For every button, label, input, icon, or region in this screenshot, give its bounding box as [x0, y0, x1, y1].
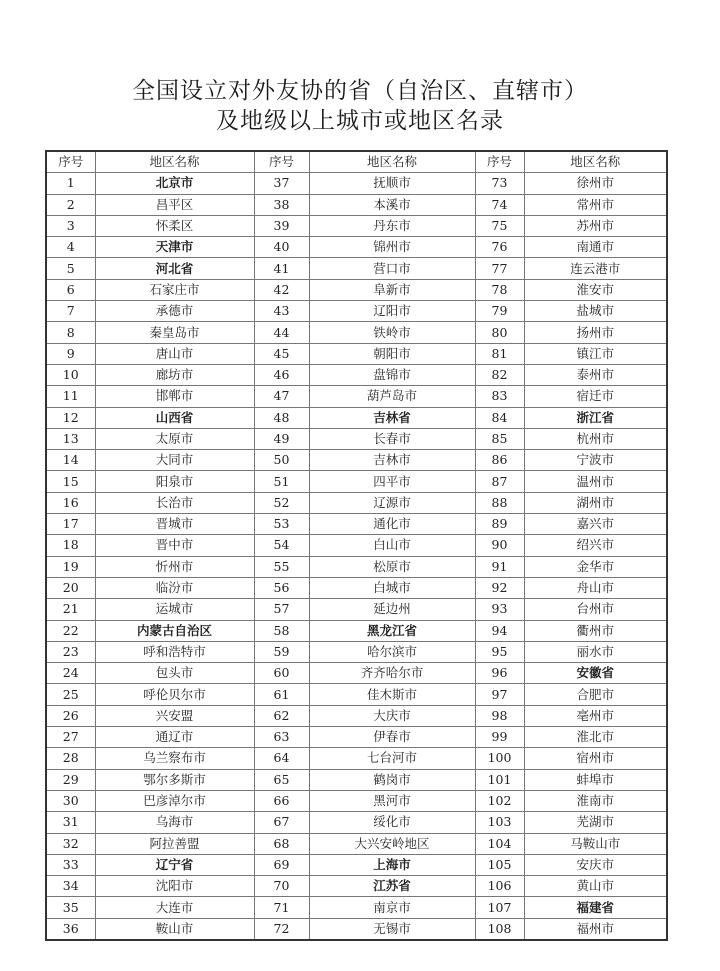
index-cell: 42: [254, 279, 309, 300]
region-name-cell: 蚌埠市: [524, 769, 667, 790]
index-cell: 11: [46, 386, 95, 407]
region-name-cell: 丹东市: [309, 215, 475, 236]
region-name-cell: 朝阳市: [309, 343, 475, 364]
index-cell: 78: [475, 279, 524, 300]
region-name-cell: 扬州市: [524, 322, 667, 343]
index-cell: 10: [46, 364, 95, 385]
region-name-cell: 大同市: [95, 450, 254, 471]
index-cell: 51: [254, 471, 309, 492]
index-cell: 50: [254, 450, 309, 471]
header-index: 序号: [475, 151, 524, 173]
region-name-cell: 盘锦市: [309, 364, 475, 385]
province-name-cell: 上海市: [309, 854, 475, 875]
table-row: [46, 684, 667, 705]
region-name-cell: 鞍山市: [95, 918, 254, 940]
index-cell: 96: [475, 663, 524, 684]
index-cell: 72: [254, 918, 309, 940]
region-name-cell: 长春市: [309, 428, 475, 449]
region-name-cell: 兴安盟: [95, 705, 254, 726]
region-name-cell: 宁波市: [524, 450, 667, 471]
table-row: [46, 599, 667, 620]
region-list-table: [45, 150, 668, 941]
index-cell: 84: [475, 407, 524, 428]
index-cell: 19: [46, 556, 95, 577]
region-name-cell: 亳州市: [524, 705, 667, 726]
document-title-line-1: 全国设立对外友协的省（自治区、直辖市）: [132, 78, 588, 104]
region-name-cell: 泰州市: [524, 364, 667, 385]
index-cell: 95: [475, 641, 524, 662]
index-cell: 63: [254, 727, 309, 748]
region-name-cell: 沈阳市: [95, 876, 254, 897]
index-cell: 61: [254, 684, 309, 705]
region-name-cell: 阿拉善盟: [95, 833, 254, 854]
index-cell: 85: [475, 428, 524, 449]
region-name-cell: 本溪市: [309, 194, 475, 215]
table-row: [46, 343, 667, 364]
table-row: [46, 577, 667, 598]
region-name-cell: 运城市: [95, 599, 254, 620]
index-cell: 97: [475, 684, 524, 705]
index-cell: 77: [475, 258, 524, 279]
index-cell: 17: [46, 514, 95, 535]
table-row: [46, 876, 667, 897]
table-row: [46, 641, 667, 662]
index-cell: 65: [254, 769, 309, 790]
province-name-cell: 安徽省: [524, 663, 667, 684]
index-cell: 39: [254, 215, 309, 236]
region-name-cell: 南通市: [524, 237, 667, 258]
region-name-cell: 宿州市: [524, 748, 667, 769]
index-cell: 21: [46, 599, 95, 620]
region-name-cell: 徐州市: [524, 173, 667, 194]
index-cell: 103: [475, 812, 524, 833]
table-row: [46, 215, 667, 236]
region-name-cell: 温州市: [524, 471, 667, 492]
province-name-cell: 内蒙古自治区: [95, 620, 254, 641]
region-name-cell: 镇江市: [524, 343, 667, 364]
region-name-cell: 承德市: [95, 301, 254, 322]
region-name-cell: 七台河市: [309, 748, 475, 769]
index-cell: 44: [254, 322, 309, 343]
index-cell: 49: [254, 428, 309, 449]
index-cell: 23: [46, 641, 95, 662]
index-cell: 52: [254, 492, 309, 513]
index-cell: 1: [46, 173, 95, 194]
table-row: [46, 471, 667, 492]
region-name-cell: 衢州市: [524, 620, 667, 641]
index-cell: 80: [475, 322, 524, 343]
region-name-cell: 忻州市: [95, 556, 254, 577]
region-name-cell: 大连市: [95, 897, 254, 918]
index-cell: 102: [475, 790, 524, 811]
table-row: [46, 450, 667, 471]
province-name-cell: 天津市: [95, 237, 254, 258]
region-name-cell: 包头市: [95, 663, 254, 684]
index-cell: 7: [46, 301, 95, 322]
index-cell: 62: [254, 705, 309, 726]
table-row: [46, 918, 667, 940]
index-cell: 87: [475, 471, 524, 492]
region-name-cell: 安庆市: [524, 854, 667, 875]
index-cell: 88: [475, 492, 524, 513]
region-name-cell: 金华市: [524, 556, 667, 577]
region-name-cell: 晋城市: [95, 514, 254, 535]
table-row: [46, 854, 667, 875]
region-name-cell: 佳木斯市: [309, 684, 475, 705]
index-cell: 79: [475, 301, 524, 322]
index-cell: 27: [46, 727, 95, 748]
index-cell: 31: [46, 812, 95, 833]
index-cell: 37: [254, 173, 309, 194]
province-name-cell: 江苏省: [309, 876, 475, 897]
index-cell: 16: [46, 492, 95, 513]
table-row: [46, 790, 667, 811]
table-row: [46, 364, 667, 385]
province-name-cell: 河北省: [95, 258, 254, 279]
region-name-cell: 福州市: [524, 918, 667, 940]
region-name-cell: 舟山市: [524, 577, 667, 598]
index-cell: 67: [254, 812, 309, 833]
region-name-cell: 嘉兴市: [524, 514, 667, 535]
index-cell: 55: [254, 556, 309, 577]
region-name-cell: 连云港市: [524, 258, 667, 279]
table-row: [46, 428, 667, 449]
region-name-cell: 乌海市: [95, 812, 254, 833]
index-cell: 104: [475, 833, 524, 854]
region-name-cell: 延边州: [309, 599, 475, 620]
index-cell: 32: [46, 833, 95, 854]
region-name-cell: 杭州市: [524, 428, 667, 449]
index-cell: 99: [475, 727, 524, 748]
index-cell: 2: [46, 194, 95, 215]
region-name-cell: 四平市: [309, 471, 475, 492]
region-name-cell: 太原市: [95, 428, 254, 449]
index-cell: 108: [475, 918, 524, 940]
region-name-cell: 湖州市: [524, 492, 667, 513]
province-name-cell: 辽宁省: [95, 854, 254, 875]
index-cell: 20: [46, 577, 95, 598]
index-cell: 34: [46, 876, 95, 897]
header-region-name: 地区名称: [309, 151, 475, 173]
index-cell: 46: [254, 364, 309, 385]
table-row: [46, 620, 667, 641]
region-name-cell: 石家庄市: [95, 279, 254, 300]
region-name-cell: 合肥市: [524, 684, 667, 705]
region-name-cell: 淮北市: [524, 727, 667, 748]
region-name-cell: 营口市: [309, 258, 475, 279]
index-cell: 24: [46, 663, 95, 684]
index-cell: 58: [254, 620, 309, 641]
region-name-cell: 无锡市: [309, 918, 475, 940]
region-name-cell: 丽水市: [524, 641, 667, 662]
index-cell: 76: [475, 237, 524, 258]
region-name-cell: 齐齐哈尔市: [309, 663, 475, 684]
index-cell: 70: [254, 876, 309, 897]
region-name-cell: 绍兴市: [524, 535, 667, 556]
index-cell: 4: [46, 237, 95, 258]
region-name-cell: 哈尔滨市: [309, 641, 475, 662]
region-name-cell: 阜新市: [309, 279, 475, 300]
region-name-cell: 锦州市: [309, 237, 475, 258]
index-cell: 106: [475, 876, 524, 897]
table-row: [46, 301, 667, 322]
province-name-cell: 吉林省: [309, 407, 475, 428]
table-row: [46, 727, 667, 748]
region-name-cell: 通辽市: [95, 727, 254, 748]
index-cell: 56: [254, 577, 309, 598]
table-row: [46, 897, 667, 918]
index-cell: 41: [254, 258, 309, 279]
region-name-cell: 辽阳市: [309, 301, 475, 322]
table-row: [46, 386, 667, 407]
index-cell: 8: [46, 322, 95, 343]
table-row: [46, 833, 667, 854]
region-name-cell: 抚顺市: [309, 173, 475, 194]
index-cell: 26: [46, 705, 95, 726]
region-name-cell: 呼伦贝尔市: [95, 684, 254, 705]
index-cell: 60: [254, 663, 309, 684]
region-name-cell: 黑河市: [309, 790, 475, 811]
index-cell: 47: [254, 386, 309, 407]
region-name-cell: 铁岭市: [309, 322, 475, 343]
index-cell: 90: [475, 535, 524, 556]
region-name-cell: 白山市: [309, 535, 475, 556]
index-cell: 71: [254, 897, 309, 918]
province-name-cell: 北京市: [95, 173, 254, 194]
header-region-name: 地区名称: [95, 151, 254, 173]
region-name-cell: 阳泉市: [95, 471, 254, 492]
region-name-cell: 鄂尔多斯市: [95, 769, 254, 790]
index-cell: 5: [46, 258, 95, 279]
index-cell: 54: [254, 535, 309, 556]
header-index: 序号: [46, 151, 95, 173]
table-row: [46, 769, 667, 790]
index-cell: 75: [475, 215, 524, 236]
region-name-cell: 辽源市: [309, 492, 475, 513]
index-cell: 74: [475, 194, 524, 215]
region-name-cell: 邯郸市: [95, 386, 254, 407]
region-name-cell: 怀柔区: [95, 215, 254, 236]
index-cell: 43: [254, 301, 309, 322]
index-cell: 82: [475, 364, 524, 385]
table-row: [46, 535, 667, 556]
index-cell: 6: [46, 279, 95, 300]
index-cell: 68: [254, 833, 309, 854]
index-cell: 100: [475, 748, 524, 769]
index-cell: 98: [475, 705, 524, 726]
region-name-cell: 昌平区: [95, 194, 254, 215]
index-cell: 105: [475, 854, 524, 875]
index-cell: 12: [46, 407, 95, 428]
index-cell: 25: [46, 684, 95, 705]
index-cell: 101: [475, 769, 524, 790]
region-name-cell: 呼和浩特市: [95, 641, 254, 662]
document-title-line-2: 及地级以上城市或地区名录: [216, 108, 504, 134]
region-name-cell: 绥化市: [309, 812, 475, 833]
index-cell: 57: [254, 599, 309, 620]
table-row: [46, 705, 667, 726]
table-row: [46, 194, 667, 215]
region-name-cell: 台州市: [524, 599, 667, 620]
index-cell: 107: [475, 897, 524, 918]
region-name-cell: 廊坊市: [95, 364, 254, 385]
region-name-cell: 黄山市: [524, 876, 667, 897]
region-name-cell: 淮安市: [524, 279, 667, 300]
table-body: [46, 173, 667, 940]
province-name-cell: 福建省: [524, 897, 667, 918]
index-cell: 30: [46, 790, 95, 811]
index-cell: 48: [254, 407, 309, 428]
index-cell: 94: [475, 620, 524, 641]
table-row: [46, 407, 667, 428]
index-cell: 59: [254, 641, 309, 662]
table-row: [46, 322, 667, 343]
index-cell: 22: [46, 620, 95, 641]
province-name-cell: 山西省: [95, 407, 254, 428]
index-cell: 35: [46, 897, 95, 918]
index-cell: 89: [475, 514, 524, 535]
header-region-name: 地区名称: [524, 151, 667, 173]
region-name-cell: 苏州市: [524, 215, 667, 236]
region-name-cell: 南京市: [309, 897, 475, 918]
region-name-cell: 盐城市: [524, 301, 667, 322]
region-name-cell: 葫芦岛市: [309, 386, 475, 407]
region-name-cell: 淮南市: [524, 790, 667, 811]
region-name-cell: 伊春市: [309, 727, 475, 748]
table-row: [46, 173, 667, 194]
region-name-cell: 临汾市: [95, 577, 254, 598]
index-cell: 15: [46, 471, 95, 492]
table-row: [46, 258, 667, 279]
index-cell: 66: [254, 790, 309, 811]
region-name-cell: 通化市: [309, 514, 475, 535]
index-cell: 9: [46, 343, 95, 364]
index-cell: 53: [254, 514, 309, 535]
table-row: [46, 237, 667, 258]
region-name-cell: 宿迁市: [524, 386, 667, 407]
index-cell: 73: [475, 173, 524, 194]
region-name-cell: 长治市: [95, 492, 254, 513]
table-row: [46, 663, 667, 684]
region-name-cell: 芜湖市: [524, 812, 667, 833]
index-cell: 28: [46, 748, 95, 769]
index-cell: 69: [254, 854, 309, 875]
header-index: 序号: [254, 151, 309, 173]
index-cell: 29: [46, 769, 95, 790]
index-cell: 91: [475, 556, 524, 577]
index-cell: 3: [46, 215, 95, 236]
region-name-cell: 松原市: [309, 556, 475, 577]
index-cell: 36: [46, 918, 95, 940]
table-row: [46, 812, 667, 833]
index-cell: 40: [254, 237, 309, 258]
region-name-cell: 唐山市: [95, 343, 254, 364]
index-cell: 83: [475, 386, 524, 407]
index-cell: 33: [46, 854, 95, 875]
table-row: [46, 279, 667, 300]
index-cell: 92: [475, 577, 524, 598]
region-name-cell: 鹤岗市: [309, 769, 475, 790]
index-cell: 13: [46, 428, 95, 449]
table-header-row: [46, 151, 667, 173]
region-name-cell: 大庆市: [309, 705, 475, 726]
province-name-cell: 浙江省: [524, 407, 667, 428]
index-cell: 38: [254, 194, 309, 215]
region-name-cell: 常州市: [524, 194, 667, 215]
province-name-cell: 黑龙江省: [309, 620, 475, 641]
index-cell: 93: [475, 599, 524, 620]
table-row: [46, 492, 667, 513]
index-cell: 14: [46, 450, 95, 471]
region-name-cell: 秦皇岛市: [95, 322, 254, 343]
region-name-cell: 白城市: [309, 577, 475, 598]
table-row: [46, 514, 667, 535]
region-name-cell: 大兴安岭地区: [309, 833, 475, 854]
region-name-cell: 巴彦淖尔市: [95, 790, 254, 811]
index-cell: 86: [475, 450, 524, 471]
index-cell: 18: [46, 535, 95, 556]
index-cell: 81: [475, 343, 524, 364]
table-row: [46, 748, 667, 769]
index-cell: 45: [254, 343, 309, 364]
index-cell: 64: [254, 748, 309, 769]
region-name-cell: 晋中市: [95, 535, 254, 556]
table-row: [46, 556, 667, 577]
region-name-cell: 乌兰察布市: [95, 748, 254, 769]
region-name-cell: 吉林市: [309, 450, 475, 471]
region-name-cell: 马鞍山市: [524, 833, 667, 854]
